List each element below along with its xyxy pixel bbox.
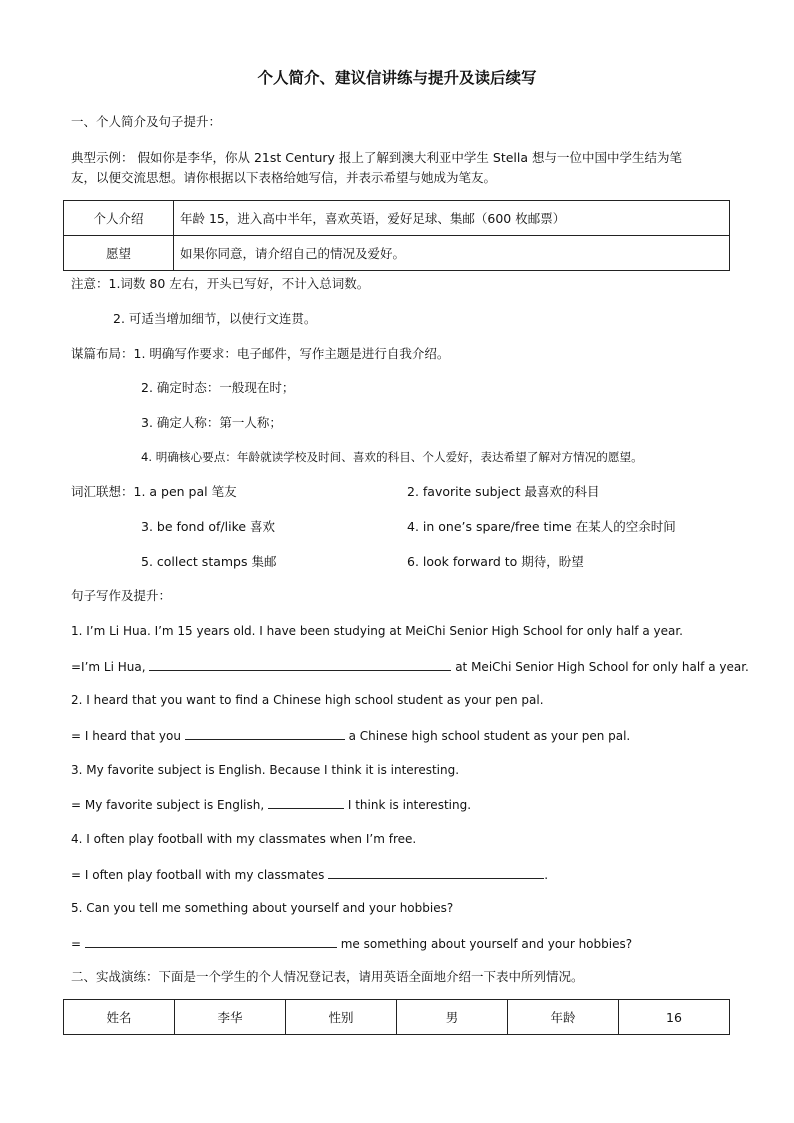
section2-heading: 二、实战演练：下面是一个学生的个人情况登记表，请用英语全面地介绍一下表中所列情况。 <box>71 969 584 984</box>
sentence-2: 2. I heard that you want to find a Chinese high school student as your pen pal. <box>71 693 544 707</box>
example-line-2: 友，以便交流思想。请你根据以下表格给她写信，并表示希望与她成为笔友。 <box>71 170 497 185</box>
table-cell: 姓名 <box>64 1000 175 1035</box>
sentence-2-rewrite-pre: = I heard that you <box>71 729 181 743</box>
vocab-item-5: 5. collect stamps 集邮 <box>141 554 277 569</box>
vocab-item-1: 词汇联想：1. a pen pal 笔友 <box>71 484 237 499</box>
page-title: 个人简介、建议信讲练与提升及读后续写 <box>257 69 537 87</box>
table-row <box>64 1000 730 1035</box>
table-cell-content: 年龄 15，进入高中半年，喜欢英语，爱好足球、集邮（600 枚邮票） <box>174 201 730 236</box>
sentence-4-rewrite-post: . <box>544 868 549 882</box>
info-table <box>63 200 730 271</box>
sentence-4-rewrite <box>71 866 548 883</box>
sentence-1-rewrite-post: at MeiChi Senior High School for only half a year. <box>455 660 749 674</box>
plan-item-1: 谋篇布局：1. 明确写作要求：电子邮件，写作主题是进行自我介绍。 <box>71 346 450 361</box>
table-cell-content: 如果你同意，请介绍自己的情况及爱好。 <box>174 236 730 271</box>
vocab-item-6: 6. look forward to 期待，盼望 <box>407 554 584 569</box>
sentence-3-rewrite-post: I think is interesting. <box>347 798 472 812</box>
answer-blank-1[interactable] <box>149 658 451 671</box>
answer-blank-3[interactable] <box>268 796 344 809</box>
sentences-heading: 句子写作及提升： <box>71 588 172 603</box>
table-cell: 男 <box>397 1000 508 1035</box>
answer-blank-4[interactable] <box>328 866 544 879</box>
table-cell: 16 <box>619 1000 730 1035</box>
table-cell-label: 愿望 <box>64 236 174 271</box>
plan-item-3: 3. 确定人称：第一人称； <box>141 415 282 430</box>
example-line-1: 典型示例： 假如你是李华，你从 21st Century 报上了解到澳大利亚中学生 Stella 想与一位中国中学生结为笔 <box>71 150 682 165</box>
answer-blank-5[interactable] <box>85 935 337 948</box>
note-2: 2. 可适当增加细节，以使行文连贯。 <box>113 311 317 326</box>
answer-blank-2[interactable] <box>185 727 345 740</box>
vocab-item-4: 4. in one’s spare/free time 在某人的空余时间 <box>407 519 676 534</box>
plan-item-2: 2. 确定时态：一般现在时； <box>141 380 295 395</box>
sentence-4-rewrite-pre: = I often play football with my classmates <box>71 868 325 882</box>
sentence-5-rewrite-pre: = <box>71 937 82 951</box>
sentence-5-rewrite <box>71 935 632 952</box>
table-row <box>64 201 730 236</box>
sentence-1-rewrite <box>71 658 749 675</box>
vocab-item-2: 2. favorite subject 最喜欢的科目 <box>407 484 600 499</box>
sentence-1: 1. I’m Li Hua. I’m 15 years old. I have been studying at MeiChi Senior High School for only half a year. <box>71 624 683 638</box>
student-info-table <box>63 999 730 1035</box>
sentence-1-rewrite-pre: =I’m Li Hua, <box>71 660 146 674</box>
sentence-2-rewrite-post: a Chinese high school student as your pen pal. <box>348 729 631 743</box>
plan-item-4: 4. 明确核心要点：年龄就读学校及时间、喜欢的科目、个人爱好，表达希望了解对方情况的愿望。 <box>141 450 643 464</box>
vocab-item-3: 3. be fond of/like 喜欢 <box>141 519 276 534</box>
table-cell-label: 个人介绍 <box>64 201 174 236</box>
table-cell: 性别 <box>286 1000 397 1035</box>
table-cell: 李华 <box>175 1000 286 1035</box>
sentence-2-rewrite <box>71 727 630 744</box>
note-1: 注意：1.词数 80 左右，开头已写好，不计入总词数。 <box>71 276 370 291</box>
sentence-3: 3. My favorite subject is English. Because I think it is interesting. <box>71 763 460 777</box>
sentence-3-rewrite-pre: = My favorite subject is English, <box>71 798 265 812</box>
table-row <box>64 236 730 271</box>
sentence-3-rewrite <box>71 796 471 813</box>
sentence-4: 4. I often play football with my classmates when I’m free. <box>71 832 417 846</box>
sentence-5-rewrite-post: me something about yourself and your hobbies? <box>340 937 633 951</box>
section1-heading: 一、个人简介及句子提升： <box>71 114 222 129</box>
sentence-5: 5. Can you tell me something about yourself and your hobbies? <box>71 901 454 915</box>
table-cell: 年龄 <box>508 1000 619 1035</box>
